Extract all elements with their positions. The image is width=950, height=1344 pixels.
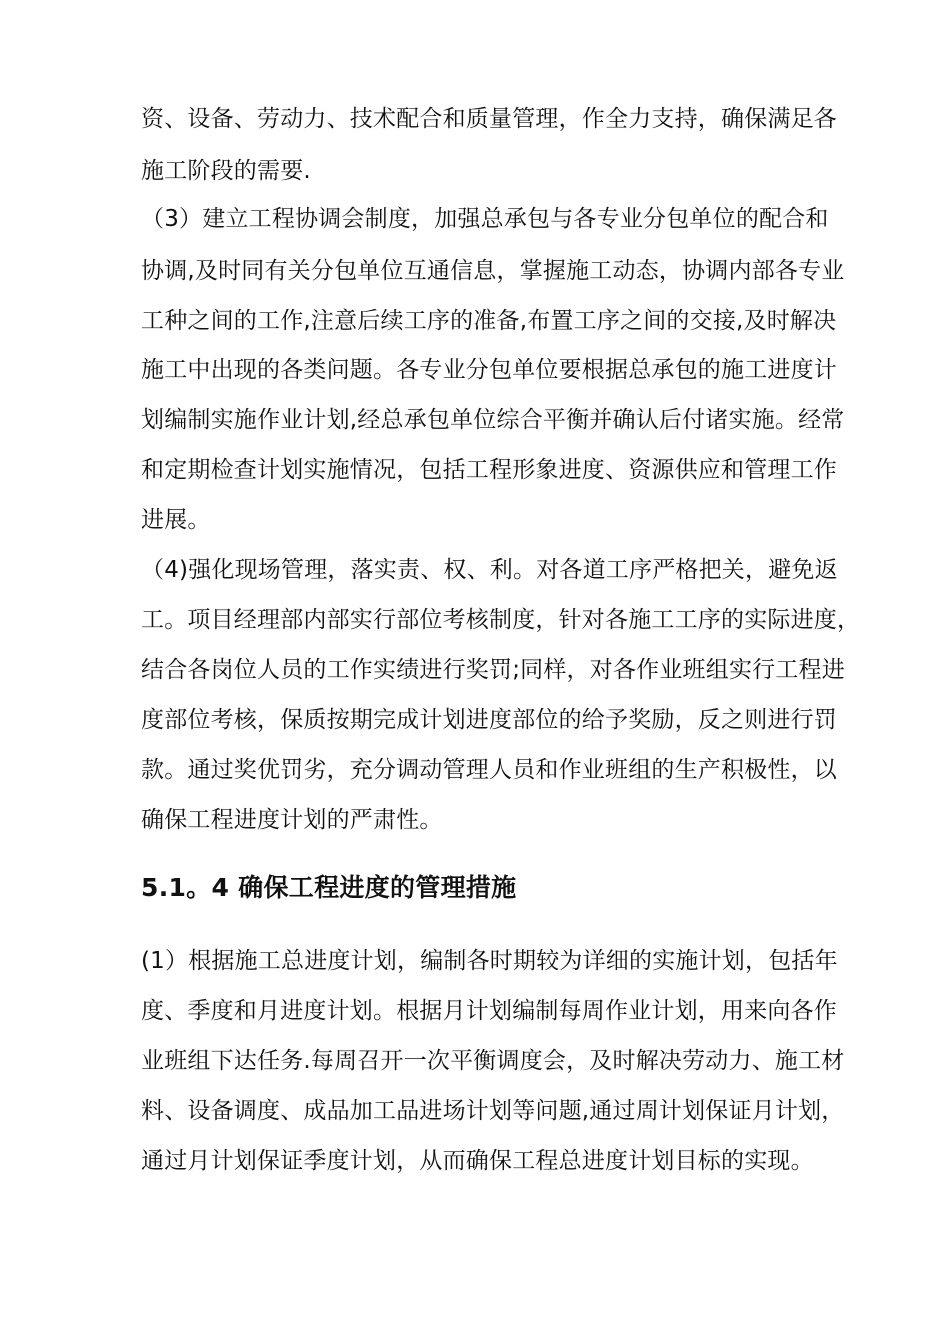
paragraph-line: 施工中出现的各类问题。各专业分包单位要根据总承包的施工进度计 bbox=[141, 357, 837, 383]
section-heading: 5.1。4 确保工程进度的管理措施 bbox=[141, 873, 517, 902]
paragraph-line: 料、设备调度、成品加工品进场计划等问题,通过周计划保证月计划， bbox=[141, 1098, 845, 1124]
paragraph-line: 和定期检查计划实施情况，包括工程形象进度、资源供应和管理工作 bbox=[141, 457, 837, 483]
paragraph-line: （4)强化现场管理，落实责、权、利。对各道工序严格把关，避免返 bbox=[141, 557, 838, 583]
paragraph-line: 划编制实施作业计划,经总承包单位综合平衡并确认后付诸实施。经常 bbox=[141, 407, 845, 433]
paragraph-line: （3）建立工程协调会制度，加强总承包与各专业分包单位的配合和 bbox=[141, 206, 829, 232]
paragraph-line: 协调,及时同有关分包单位互通信息，掌握施工动态，协调内部各专业 bbox=[141, 258, 845, 284]
paragraph-line: (1）根据施工总进度计划，编制各时期较为详细的实施计划，包括年 bbox=[141, 948, 838, 974]
paragraph-line: 度、季度和月进度计划。根据月计划编制每周作业计划，用来向各作 bbox=[141, 998, 837, 1024]
paragraph-line: 工种之间的工作,注意后续工序的准备,布置工序之间的交接,及时解决 bbox=[141, 308, 837, 334]
paragraph-line: 施工阶段的需要. bbox=[141, 158, 311, 184]
paragraph-line: 款。通过奖优罚劣，充分调动管理人员和作业班组的生产积极性，以 bbox=[141, 757, 837, 783]
paragraph-line: 业班组下达任务.每周召开一次平衡调度会，及时解决劳动力、施工材 bbox=[141, 1048, 845, 1074]
paragraph-line: 进展。 bbox=[141, 507, 211, 533]
paragraph-line: 结合各岗位人员的工作实绩进行奖罚;同样，对各作业班组实行工程进 bbox=[141, 657, 845, 683]
paragraph-line: 通过月计划保证季度计划，从而确保工程总进度计划目标的实现。 bbox=[141, 1148, 814, 1174]
paragraph-line: 工。项目经理部内部实行部位考核制度，针对各施工工序的实际进度， bbox=[141, 607, 861, 633]
paragraph-line: 确保工程进度计划的严肃性。 bbox=[141, 807, 443, 833]
paragraph-line: 度部位考核，保质按期完成计划进度部位的给予奖励，反之则进行罚 bbox=[141, 707, 837, 733]
paragraph-line: 资、设备、劳动力、技术配合和质量管理，作全力支持，确保满足各 bbox=[141, 106, 837, 132]
